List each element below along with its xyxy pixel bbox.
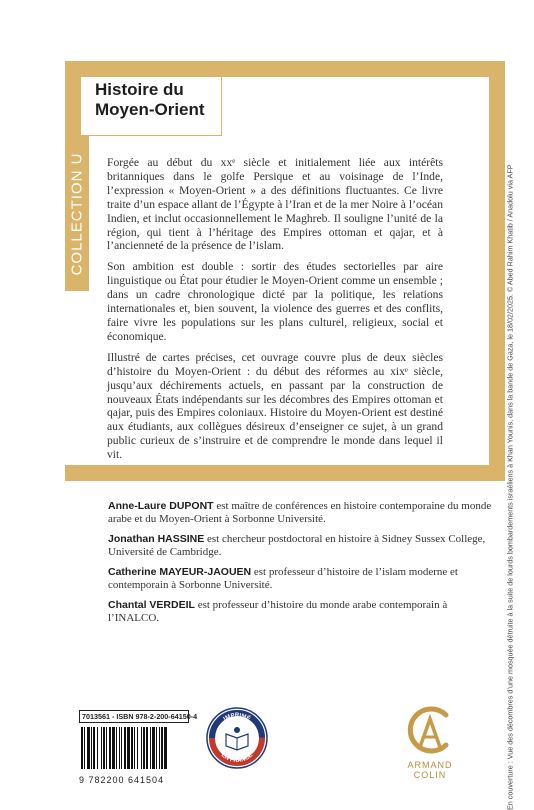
barcode-bar bbox=[97, 727, 98, 769]
barcode-bar bbox=[164, 727, 167, 769]
barcode-bar bbox=[116, 727, 117, 769]
author-bio: est professeur d’histoire du monde arabe contemporain à l’INALCO. bbox=[108, 599, 448, 624]
series-label: COLLECTION U bbox=[68, 152, 86, 276]
barcode-bar bbox=[127, 727, 130, 769]
frame-right bbox=[489, 61, 505, 481]
title-line-1: Histoire du bbox=[95, 80, 184, 99]
barcode-bar bbox=[93, 727, 95, 769]
author-bio: est chercheur postdoctoral en histoire à Sidney Sussex College, Université de Cambridge. bbox=[108, 533, 486, 558]
barcode-bar bbox=[103, 727, 105, 769]
author-name: Chantal VERDEIL bbox=[108, 599, 195, 611]
author-entry bbox=[108, 566, 496, 592]
barcode-number: 9 782200 641504 bbox=[79, 775, 165, 785]
barcode-bar bbox=[131, 727, 133, 769]
barcode-bar bbox=[121, 727, 122, 769]
barcode-bar bbox=[143, 727, 145, 769]
barcode-bar bbox=[119, 727, 120, 769]
author-name: Jonathan HASSINE bbox=[108, 533, 205, 545]
author-bio: est maître de conférences en histoire contemporaine du monde arabe et du Moyen-Orient à Sorbonne Université. bbox=[108, 500, 492, 525]
barcode-bars bbox=[81, 727, 185, 769]
stamp-top-text: IMPRIMÉ bbox=[222, 713, 252, 723]
barcode-bar bbox=[141, 727, 142, 769]
barcode-bar bbox=[84, 727, 85, 769]
barcode-bar bbox=[159, 727, 160, 769]
author-list bbox=[108, 500, 496, 632]
title-line-2: Moyen-Orient bbox=[95, 100, 205, 119]
barcode-bar bbox=[112, 727, 115, 769]
barcode-bar bbox=[101, 727, 102, 769]
description-paragraph: Illustré de cartes précises, cet ouvrage couvre plus de deux siècles d’histoire du Moyen-Orient : du début des réformes au xixᵉ siècle, jusqu’aux déchirements actuels, en passant par la construction de nouveaux États indépendants sur les décombres des Empires ottoman et qajar, puis des Empires coloniaux. Histoire du Moyen-Orient est destiné aux étudiants, aux collègues désireux d’enseigner ce sujet, à un grand public curieux de s’instruire et de comprendre le monde dans lequel il vit. bbox=[107, 350, 443, 462]
armand-colin-logo-icon bbox=[400, 703, 460, 757]
barcode-bar bbox=[152, 727, 155, 769]
barcode-bar bbox=[106, 727, 107, 769]
barcode-bar bbox=[87, 727, 90, 769]
description-paragraph: Son ambition est double : sortir des études sectorielles par aire linguistique ou État pour étudier le Moyen-Orient comme un ensemble ; dans un cadre chronologique dicté par la politique, les relations internationales et, bien souvent, la violence des guerres et des conflits, faire vivre les populations sur les plans culturel, religieux, social et économique. bbox=[107, 260, 443, 343]
book-description bbox=[107, 156, 443, 469]
barcode-block bbox=[79, 710, 198, 785]
author-entry bbox=[108, 599, 496, 625]
barcode-bar bbox=[134, 727, 135, 769]
author-entry bbox=[108, 500, 496, 526]
stamp-bottom-text: EN FRANCE bbox=[219, 752, 255, 765]
author-name: Anne-Laure DUPONT bbox=[108, 500, 214, 512]
barcode-bar bbox=[150, 727, 151, 769]
barcode-bar bbox=[156, 727, 157, 769]
barcode-bar bbox=[81, 727, 83, 769]
publisher-name: ARMAND COLIN bbox=[407, 760, 453, 780]
barcode-bar bbox=[137, 727, 138, 769]
barcode-bar bbox=[91, 727, 92, 769]
barcode-bar bbox=[124, 727, 126, 769]
book-title bbox=[95, 80, 245, 120]
barcode-bar bbox=[146, 727, 148, 769]
isbn-label: 7013561 - ISBN 978-2-200-64150-4 bbox=[79, 710, 189, 723]
barcode-bar bbox=[109, 727, 111, 769]
cover-credit: En couverture : Vue des décombres d’une mosquée détruite à la suite de lourds bombardements israéliens à Khan Younis, dans la bande de Gaza, le 18/02/2025. © Abed Rahim Khatib / Anadolu via AFP bbox=[505, 164, 515, 810]
author-name: Catherine MAYEUR-JAOUEN bbox=[108, 566, 252, 578]
author-bio: est professeur d’histoire de l’islam moderne et contemporain à Sorbonne Université. bbox=[108, 566, 458, 591]
printed-in-france-stamp bbox=[206, 707, 268, 769]
description-paragraph: Forgée au début du xxᵉ siècle et initialement liée aux intérêts britanniques dans le golfe Persique et au voisinage de l’Inde, l’expression « Moyen-Orient » a des définitions fluctuantes. Ce livre traite d’un espace allant de l’Égypte à l’Iran et de la mer Noire à l’océan Indien, et inclut occasionnellement le Maghreb. Il souligne l’unité de la région, qui tient à l’héritage des Empires ottoman et qajar, et à l’ancienneté de la présence de l’islam. bbox=[107, 156, 443, 253]
frame-top bbox=[65, 61, 505, 77]
author-entry bbox=[108, 533, 496, 559]
barcode-bar bbox=[161, 727, 163, 769]
